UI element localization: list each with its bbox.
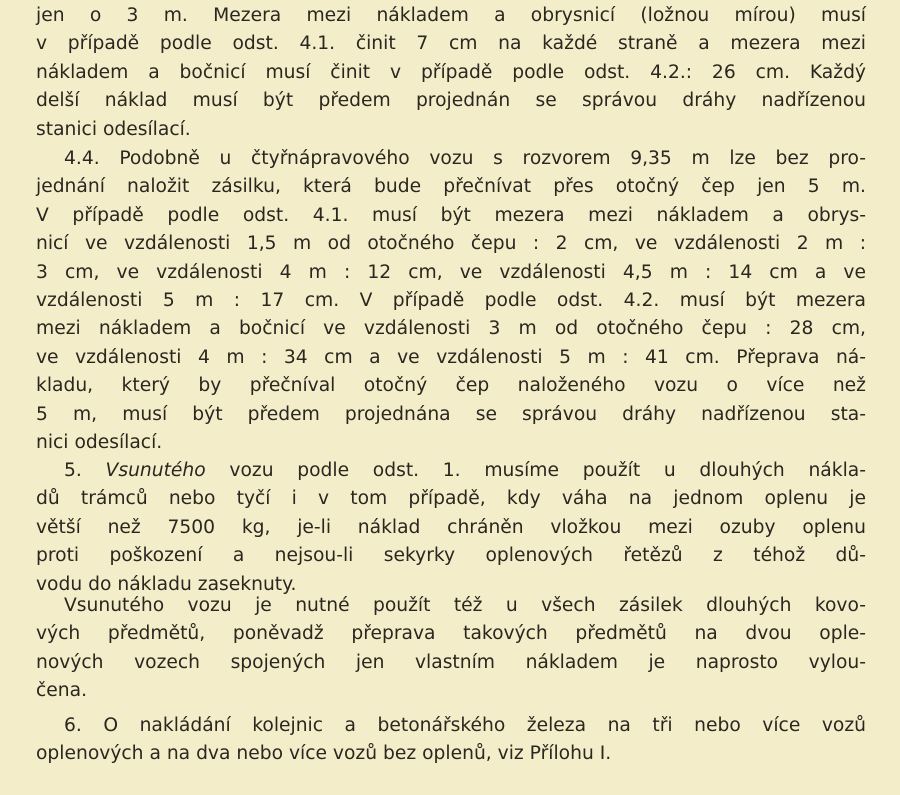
text-line: Vsunutého vozu je nutné použít též u všech zásilek dlouhých kovo- xyxy=(64,595,866,616)
paragraph-5 xyxy=(36,457,866,599)
text-line: stanici odesílací. xyxy=(36,118,191,140)
text-line: 3 cm, ve vzdálenosti 4 m : 12 cm, ve vzdálenosti 4,5 m : 14 cm a ve xyxy=(36,261,866,283)
text-line: vzdálenosti 5 m : 17 cm. V případě podle odst. 4.2. musí být mezera xyxy=(36,290,866,312)
section-number: 5. xyxy=(64,460,82,481)
text-line: nových vozech spojených jen vlastním nákladem je naprosto vylou- xyxy=(36,651,866,673)
text-line: jednání naložit zásilku, která bude přečnívat přes otočný čep jen 5 m. xyxy=(36,176,866,198)
text-line xyxy=(36,457,866,485)
text-line: nici odesílací. xyxy=(36,432,163,454)
paragraph-5-continuation xyxy=(36,592,866,706)
text-line: jen o 3 m. Mezera mezi nákladem a obrysnicí (ložnou mírou) musí xyxy=(36,5,866,26)
text-run: vozu podle odst. 1. musíme použít u dlouhých nákla- xyxy=(229,460,866,481)
text-line: delší náklad musí být předem projednán se správou dráhy nadřízenou xyxy=(36,90,866,112)
text-line: 4.4. Podobně u čtyřnápravového vozu s rozvorem 9,35 m lze bez pro- xyxy=(64,148,866,169)
text-line: 5 m, musí být předem projednána se správou dráhy nadřízenou sta- xyxy=(36,403,866,425)
text-line: V případě podle odst. 4.1. musí být mezera mezi nákladem a obrys- xyxy=(36,204,866,226)
paragraph-6 xyxy=(36,712,866,769)
text-line: dů trámců nebo tyčí i v tom případě, kdy váha na jednom oplenu je xyxy=(36,488,866,510)
paragraph-4-4 xyxy=(36,145,866,457)
text-line: 6. O nakládání kolejnic a betonářského železa na tři nebo více vozů xyxy=(64,715,866,736)
text-line: proti poškození a nejsou-li sekyrky oplenových řetězů z téhož dů- xyxy=(36,545,866,567)
paragraph-4-3-continuation xyxy=(36,2,866,144)
text-line: větší než 7500 kg, je-li náklad chráněn vložkou mezi ozuby oplenu xyxy=(36,516,866,538)
text-line: mezi nákladem a bočnicí ve vzdálenosti 3 m od otočného čepu : 28 cm, xyxy=(36,318,866,340)
text-line: nákladem a bočnicí musí činit v případě podle odst. 4.2.: 26 cm. Každý xyxy=(36,61,866,83)
text-line: ve vzdálenosti 4 m : 34 cm a ve vzdálenosti 5 m : 41 cm. Přeprava ná- xyxy=(36,346,866,368)
text-line: čena. xyxy=(36,680,88,702)
text-line: kladu, který by přečníval otočný čep naloženého vozu o více než xyxy=(36,375,866,397)
text-line: vodu do nákladu zaseknuty. xyxy=(36,573,297,595)
text-line: vých předmětů, poněvadž přeprava takových předmětů na dvou ople- xyxy=(36,623,866,645)
text-line: nicí ve vzdálenosti 1,5 m od otočného čepu : 2 cm, ve vzdálenosti 2 m : xyxy=(36,233,866,255)
text-line: v případě podle odst. 4.1. činit 7 cm na každé straně a mezera mezi xyxy=(36,33,866,55)
emphasized-term: Vsunutého xyxy=(105,460,206,481)
text-line: oplenových a na dva nebo více vozů bez oplenů, viz Přílohu I. xyxy=(36,743,612,765)
